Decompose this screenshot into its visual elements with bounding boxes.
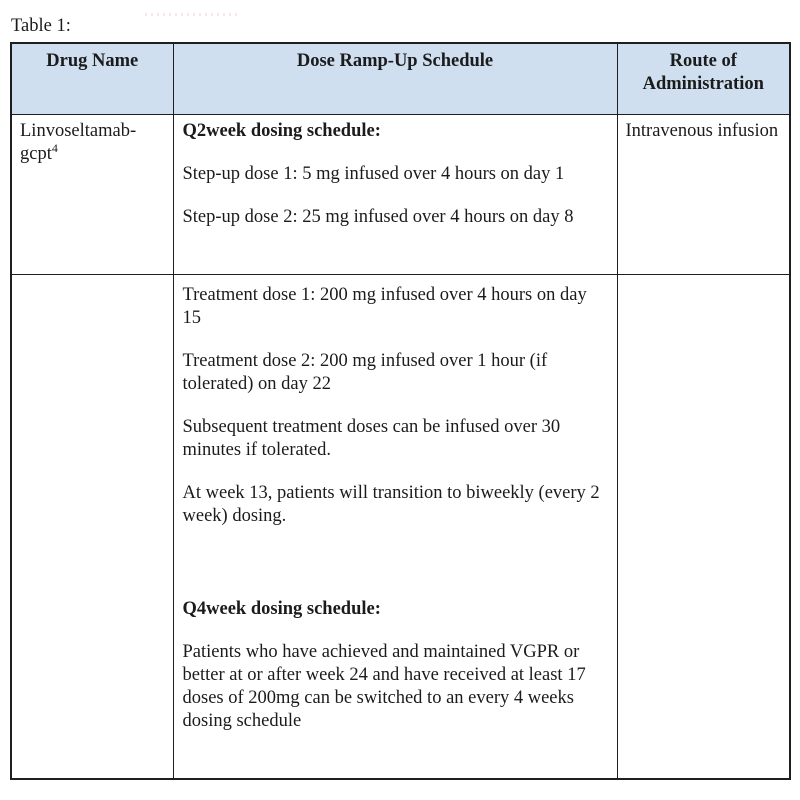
drug-name-cell [11,114,173,274]
dosing-table [10,42,791,780]
col-header-dose-ramp-up-schedule: Dose Ramp-Up Schedule [173,43,617,114]
table-row [11,114,790,274]
step-up-dose-2-paragraph: Step-up dose 2: 25 mg infused over 4 hours on day 8 [182,206,574,227]
step-up-dose-1-paragraph: Step-up dose 1: 5 mg infused over 4 hours on day 1 [182,163,565,184]
table-row [11,274,790,779]
treatment-schedule-cell [173,274,617,779]
q2week-schedule-heading: Q2week dosing schedule: [182,120,381,141]
empty-drug-cell [11,274,173,779]
q4week-criteria-paragraph: Patients who have achieved and maintained VGPR or better at or after week 24 and have received at least 17 doses of 200mg can be switched to an every 4 weeks dosing schedule [182,641,586,731]
dotted-underline-artifact [145,13,238,16]
week-13-transition-paragraph: At week 13, patients will transition to biweekly (every 2 week) dosing. [182,482,600,526]
empty-route-cell [617,274,790,779]
treatment-dose-1-paragraph: Treatment dose 1: 200 mg infused over 4 hours on day 15 [182,284,587,328]
q2week-schedule-cell [173,114,617,274]
table-header-row [11,43,790,114]
col-header-drug-name: Drug Name [11,43,173,114]
subsequent-doses-paragraph: Subsequent treatment doses can be infused over 30 minutes if tolerated. [182,416,561,460]
table-caption: Table 1: [11,16,71,36]
route-text: Intravenous infusion [625,120,779,141]
blank-paragraph [183,548,605,578]
footnote-reference: 4 [51,140,58,155]
route-cell [617,114,790,274]
q4week-schedule-heading: Q4week dosing schedule: [182,598,381,619]
drug-name-text: Linvoseltamab-gcpt$^4$ [20,120,137,164]
col-header-route-of-administration: Route of Administration [617,43,790,114]
treatment-dose-2-paragraph: Treatment dose 2: 200 mg infused over 1 hour (if tolerated) on day 22 [182,350,548,394]
